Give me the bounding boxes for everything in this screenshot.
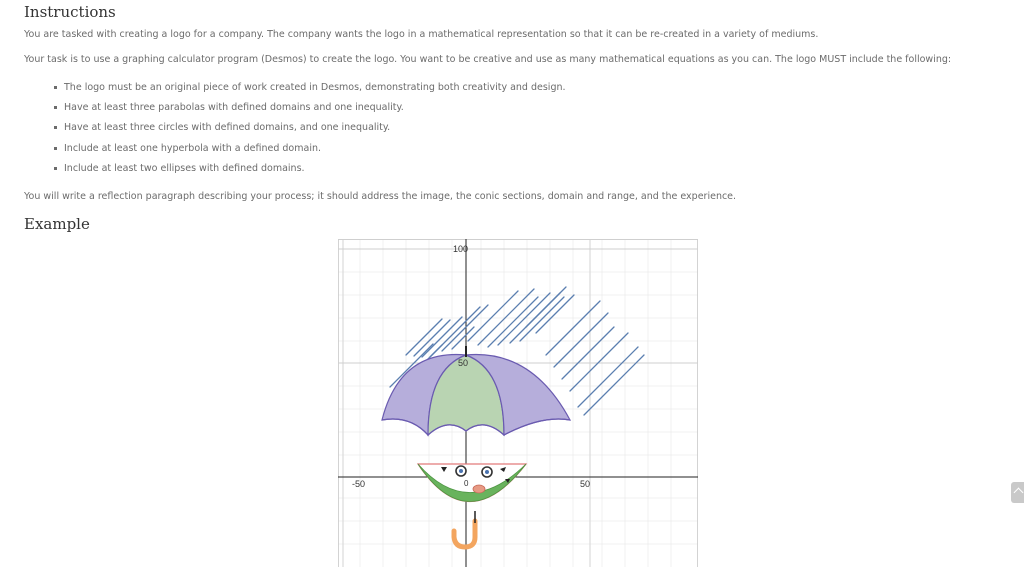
scroll-to-top-button[interactable] <box>1011 482 1024 503</box>
tick-label-y-50: 50 <box>458 358 469 368</box>
tick-label-y-100: 100 <box>453 244 469 254</box>
requirement-item: Include at least two ellipses with defined domains. <box>54 163 566 183</box>
intro-paragraph: You are tasked with creating a logo for a company. The company wants the logo in a mathematical representation so that it can be re-created in a variety of mediums. <box>24 29 819 40</box>
requirements-list <box>54 82 566 183</box>
requirement-item: Have at least three parabolas with defined domains and one inequality. <box>54 102 566 122</box>
task-paragraph: Your task is to use a graphing calculator program (Desmos) to create the logo. You want to be creative and use as many mathematical equations as you can. The logo MUST include the following: <box>24 54 952 65</box>
example-heading: Example <box>24 215 90 233</box>
umbrella-handle <box>454 521 475 547</box>
requirement-item: Have at least three circles with defined domains, and one inequality. <box>54 122 566 142</box>
smile-face <box>418 464 526 502</box>
desmos-example-graph <box>338 239 698 567</box>
reflection-paragraph: You will write a reflection paragraph describing your process; it should address the image, the conic sections, domain and range, and the experience. <box>24 191 737 202</box>
requirement-item: The logo must be an original piece of work created in Desmos, demonstrating both creativity and design. <box>54 82 566 102</box>
tick-label-origin: 0 <box>464 479 469 488</box>
tick-label-x-50: 50 <box>580 479 591 489</box>
tick-label-x-neg50: -50 <box>352 479 366 489</box>
requirement-item: Include at least one hyperbola with a defined domain. <box>54 143 566 163</box>
instructions-heading: Instructions <box>24 3 116 21</box>
